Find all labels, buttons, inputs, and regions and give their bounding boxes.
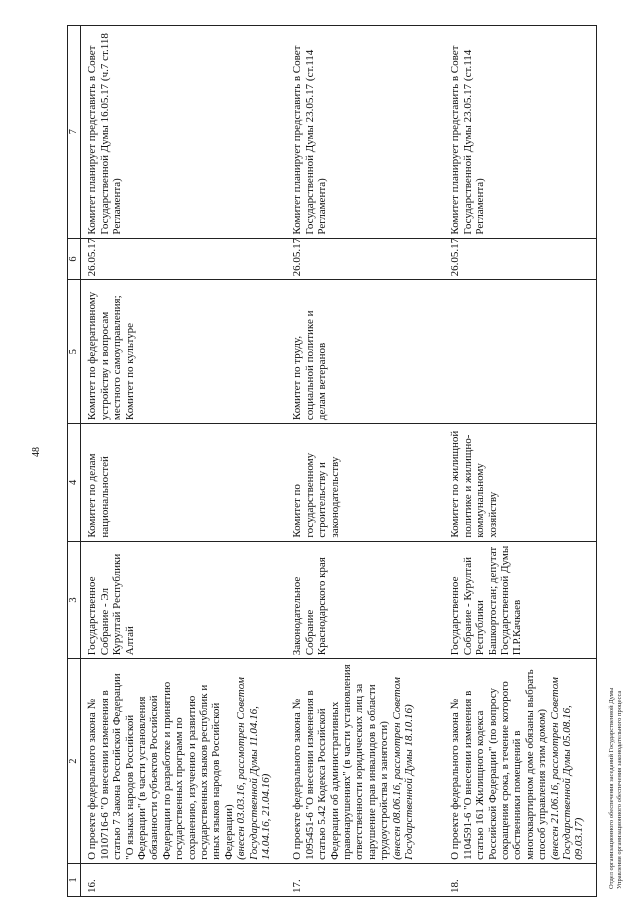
col-header-3: 3 (68, 541, 81, 659)
col-header-7: 7 (68, 26, 81, 239)
initiator: Государственное Собрание - Курултай Республики Башкортостан; депутат Государственной Думы П.Р.Качкаев (443, 541, 597, 659)
legislation-table (67, 25, 597, 897)
row-number: 18. (443, 863, 597, 896)
col-header-6: 6 (68, 238, 81, 280)
bill-title: О проекте федерального закона № 1010716-6 "О внесении изменения в статью 7 Закона Российской Федерации "О языках народов Российской Федерации" (в части установления обязанности субъектов Российской Федерации по разработке и принятию государственных программ по сохранению, изучению и развитию государственных языков республик и иных языков народов Российской Федерации) (86, 673, 235, 860)
row-number: 17. (285, 863, 443, 896)
bill-title: О проекте федерального закона № 1095451-6 "О внесении изменения в статью 5.42 Кодекса Российской Федерации об административных правонарушениях" (в части установления ответственности юридических лиц за нарушение прав инвалидов в области трудоустройства и занятости) (291, 664, 391, 860)
col-header-5: 5 (68, 280, 81, 424)
date: 26.05.17 (81, 238, 286, 280)
bill-cell (81, 659, 286, 864)
responsible-committee: Комитет по жилищной политике и жилищно-коммунальному хозяйству (443, 424, 597, 542)
bill-note: (внесен 03.03.16, рассмотрен Советом Государственной Думы 11.04.16, 14.04.16, 21.04.16) (235, 677, 273, 860)
page-number: 48 (31, 447, 42, 457)
initiator: Законодательное Собрание Краснодарского края (285, 541, 443, 659)
bill-note: (внесен 21.06.16, рассмотрен Советом Государственной Думы 05.08.16, 09.03.17) (548, 677, 586, 860)
col-header-1: 1 (68, 863, 81, 896)
status: Комитет планирует представить в Совет Государственной Думы 23.05.17 (ст.114 Регламента) (443, 26, 597, 239)
co-committee: Комитет по труду, социальной политике и делам ветеранов (285, 280, 443, 424)
table-row (81, 26, 286, 897)
bill-cell (285, 659, 443, 864)
co-committee: Комитет по федеративному устройству и вопросам местного самоуправления; Комитет по культуре (81, 280, 286, 424)
table-row (443, 26, 597, 897)
header-row (68, 26, 81, 897)
initiator: Государственное Собрание - Эл Курултай Республики Алтай (81, 541, 286, 659)
status: Комитет планирует представить в Совет Государственной Думы 16.05.17 (ч.7 ст.118 Регламента) (81, 26, 286, 239)
footer (608, 688, 624, 889)
bill-cell (443, 659, 597, 864)
date: 26.05.17 (285, 238, 443, 280)
table-row (285, 26, 443, 897)
bill-title: О проекте федерального закона № 1104591-6 "О внесении изменения в статью 161 Жилищного кодекса Российской Федерации" (по вопросу сокращения срока, в течение которого собственники помещений в многоквартирном доме обязаны выбрать способ управления этим домом) (449, 669, 549, 860)
col-header-4: 4 (68, 424, 81, 542)
footer-line-1: Отдел организационного обеспечения заседаний Государственной Думы (608, 687, 615, 889)
responsible-committee: Комитет по делам национальностей (81, 424, 286, 542)
col-header-2: 2 (68, 659, 81, 864)
footer-line-2: Управления организационного обеспечения законодательного процесса (616, 690, 623, 889)
responsible-committee: Комитет по государственному строительству и законодательству (285, 424, 443, 542)
row-number: 16. (81, 863, 286, 896)
co-committee (443, 280, 597, 424)
date: 26.05.17 (443, 238, 597, 280)
status: Комитет планирует представить в Совет Государственной Думы 23.05.17 (ст.114 Регламента) (285, 26, 443, 239)
bill-note: (внесен 08.06.16, рассмотрен Советом Государственной Думы 18.10.16) (390, 677, 416, 860)
